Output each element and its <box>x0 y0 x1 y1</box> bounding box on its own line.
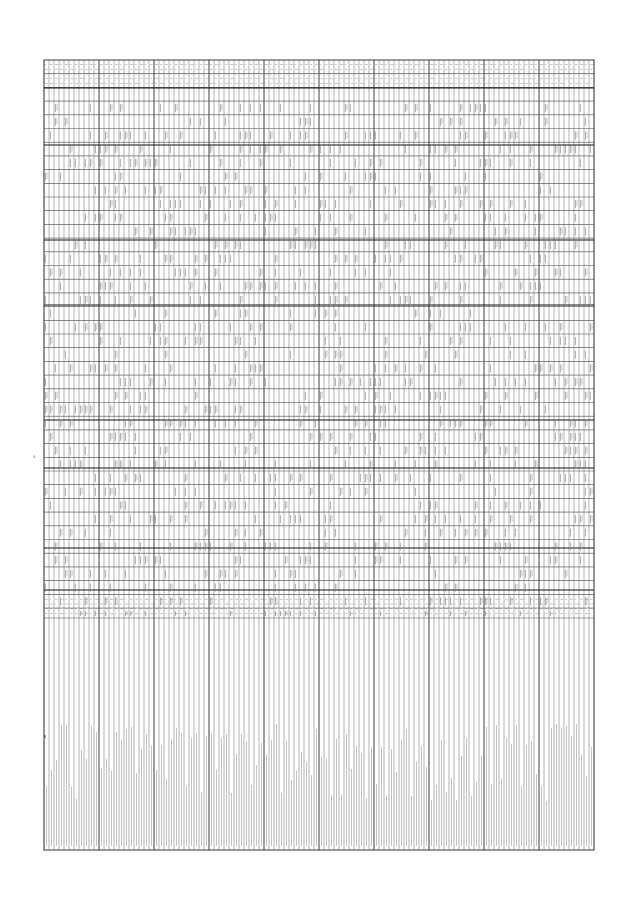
margin-mark: a <box>33 454 36 459</box>
